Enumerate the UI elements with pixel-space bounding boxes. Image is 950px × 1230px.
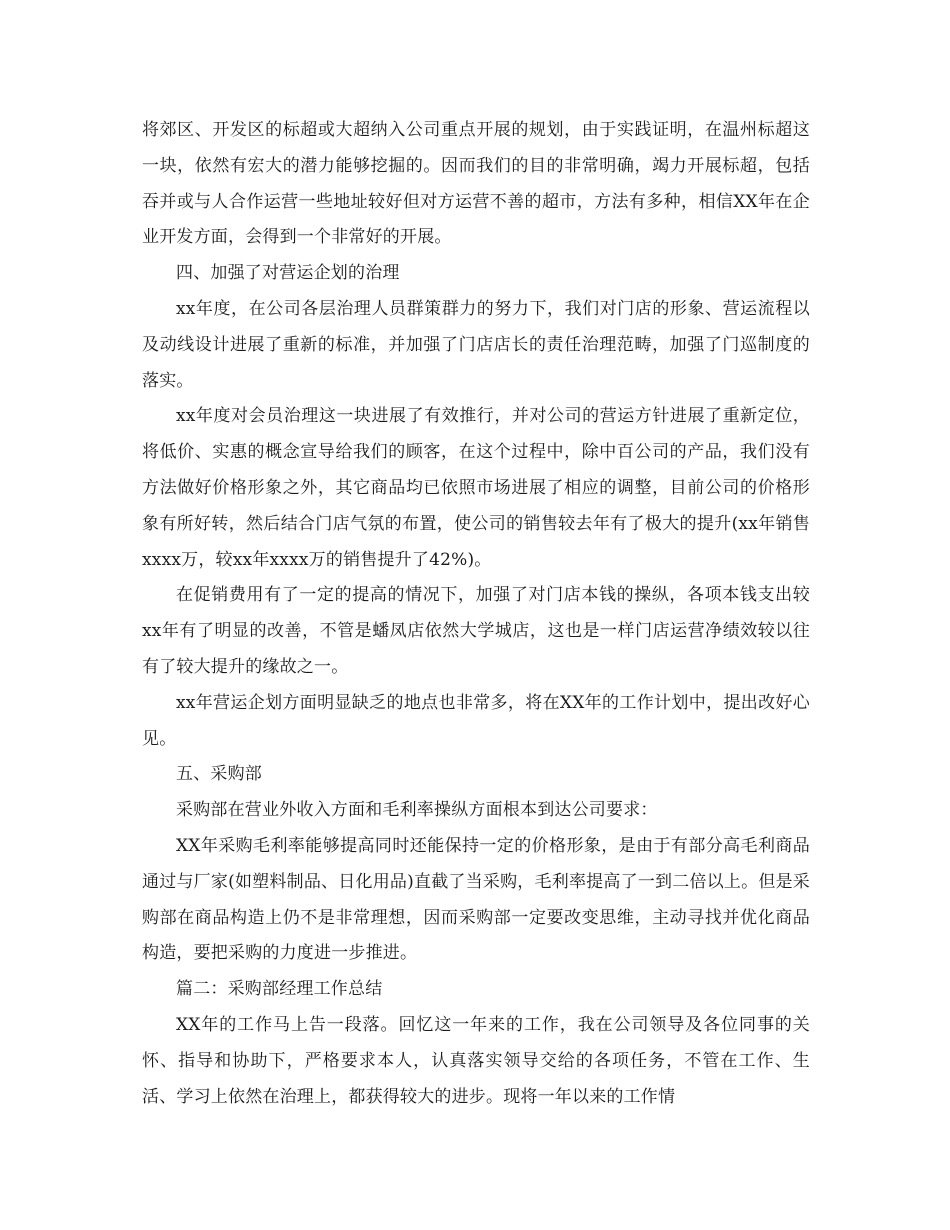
paragraph-5: xx年营运企划方面明显缺乏的地点也非常多，将在XX年的工作计划中，提出改好心见。 xyxy=(142,692,810,749)
section-heading-4: 四、加强了对营运企划的治理 xyxy=(176,263,400,284)
paragraph-1: 将郊区、开发区的标超或大超纳入公司重点开展的规划，由于实践证明，在温州标超这一块，依然有宏大的潜力能够挖掘的。因而我们的目的非常明确，竭力开展标超，包括吞并或与人合作运营一些地址较好但对方运营不善的超市，方法有多种，相信XX年在企业开发方面，会得到一个非常好的开展。 xyxy=(142,120,810,248)
section-heading-5: 五、采购部 xyxy=(176,764,262,785)
paragraph-6: 采购部在营业外收入方面和毛利率操纵方面根本到达公司要求： xyxy=(176,800,658,821)
paragraph-3: xx年度对会员治理这一块进展了有效推行，并对公司的营运方针进展了重新定位，将低价、实惠的概念宣导给我们的顾客，在这个过程中，除中百公司的产品，我们没有方法做好价格形象之外，其它商品均已依照市场进展了相应的调整，目前公司的价格形象有所好转，然后结合门店气氛的布置，使公司的销售较去年有了极大的提升(xx年销售xxxx万，较xx年xxxx万的销售提升了42%)。 xyxy=(142,406,810,570)
article-heading-2: 篇二：采购部经理工作总结 xyxy=(176,979,383,1000)
paragraph-7: XX年采购毛利率能够提高同时还能保持一定的价格形象，是由于有部分高毛利商品通过与厂家(如塑料制品、日化用品)直截了当采购，毛利率提高了一到二倍以上。但是采购部在商品构造上仍不是非常理想，因而采购部一定要改变思维，主动寻找并优化商品构造，要把采购的力度进一步推进。 xyxy=(142,835,810,964)
paragraph-8: XX年的工作马上告一段落。回忆这一年来的工作，我在公司领导及各位同事的关怀、指导和协助下，严格要求本人，认真落实领导交给的各项任务，不管在工作、生活、学习上依然在治理上，都获得较大的进步。现将一年以来的工作情 xyxy=(142,1014,810,1107)
paragraph-2: xx年度，在公司各层治理人员群策群力的努力下，我们对门店的形象、营运流程以及动线设计进展了重新的标准，并加强了门店店长的责任治理范畴，加强了门巡制度的落实。 xyxy=(142,298,810,391)
document-body xyxy=(142,113,810,1115)
paragraph-4: 在促销费用有了一定的提高的情况下，加强了对门店本钱的操纵，各项本钱支出较xx年有了明显的改善，不管是蟠凤店依然大学城店，这也是一样门店运营净绩效较以往有了较大提升的缘故之一。 xyxy=(142,585,810,677)
